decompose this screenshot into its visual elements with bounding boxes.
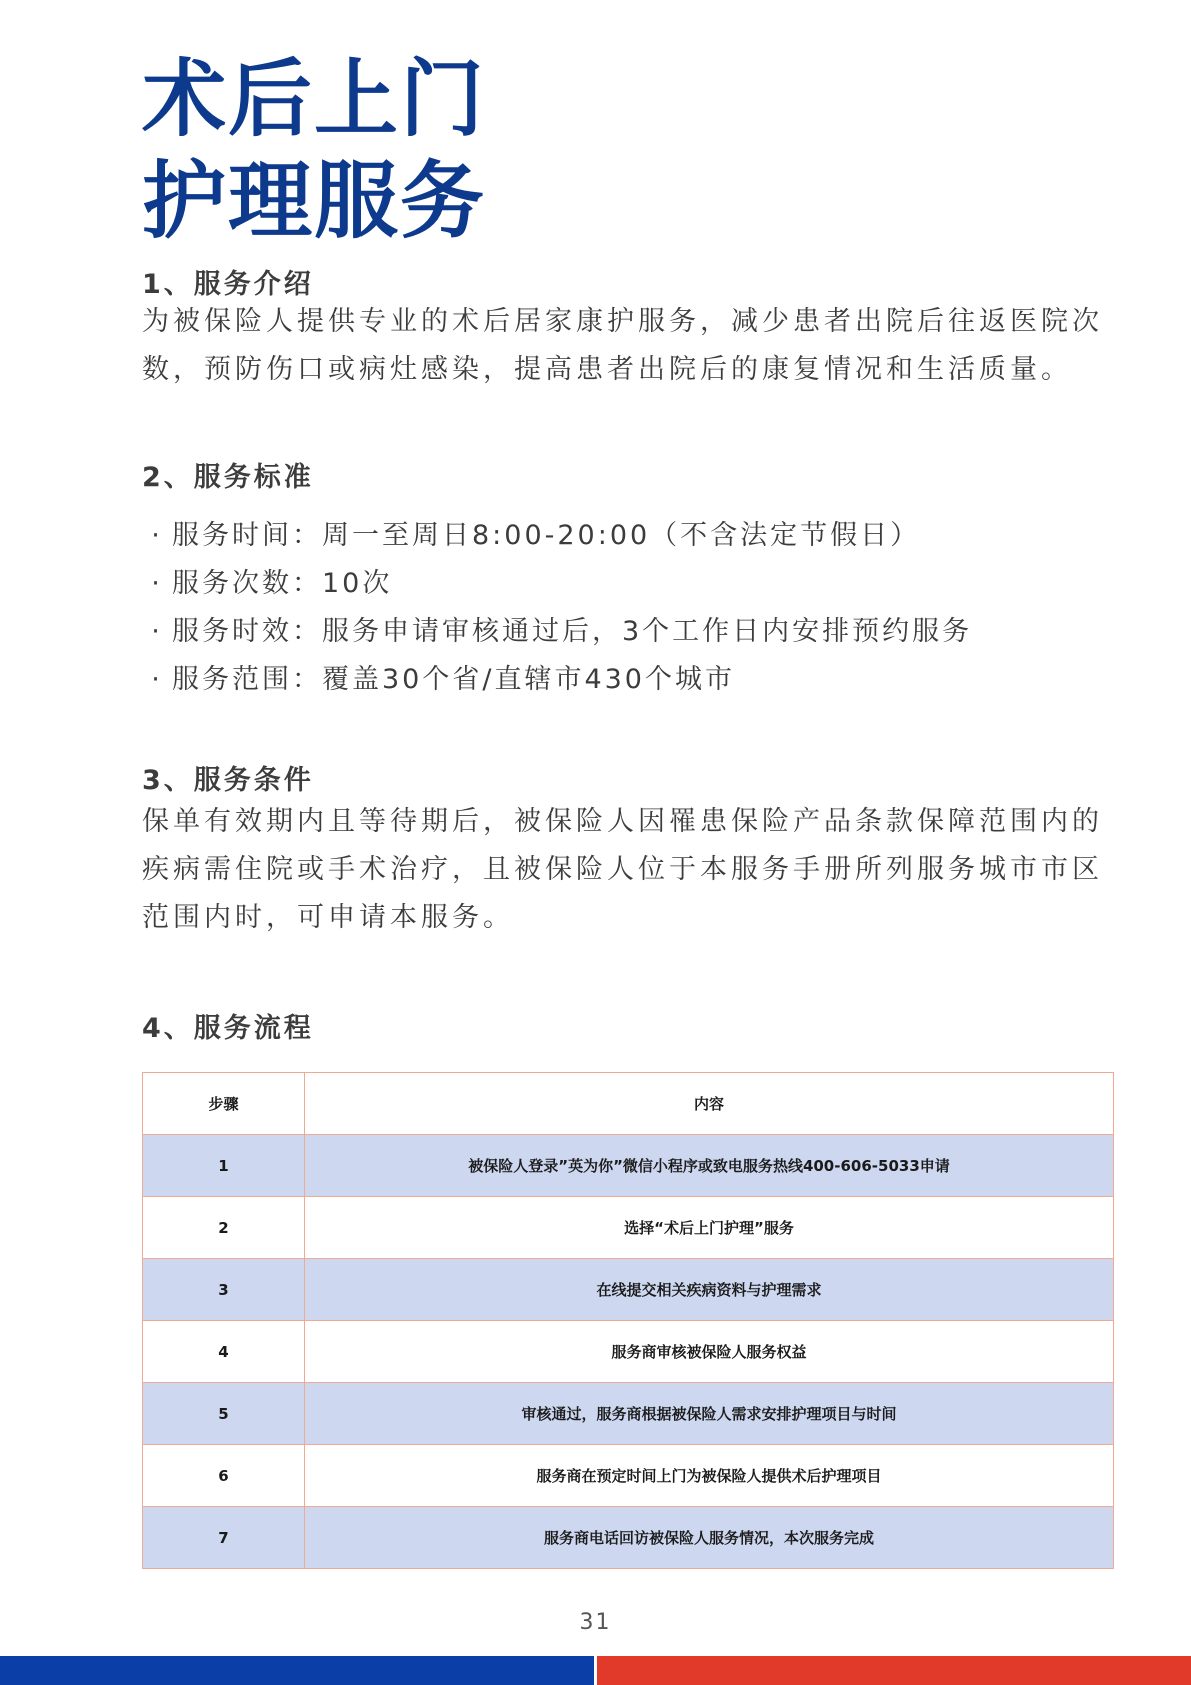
bullet-mark: · [151,568,163,599]
standard-text: 服务次数：10次 [172,568,393,599]
standard-text: 服务范围：覆盖30个省/直辖市430个城市 [172,664,735,695]
standard-text: 服务时间：周一至周日8:00-20:00（不含法定节假日） [172,520,921,551]
section-heading-intro: 1、服务介绍 [142,269,314,300]
content-cell: 选择“术后上门护理”服务 [305,1197,1114,1259]
content-cell: 审核通过，服务商根据被保险人需求安排护理项目与时间 [305,1383,1114,1445]
page-number: 31 [579,1610,612,1635]
table-row [143,1197,1114,1259]
section-heading-standards: 2、服务标准 [142,462,314,493]
table-row [143,1135,1114,1197]
content-cell: 服务商电话回访被保险人服务情况，本次服务完成 [305,1507,1114,1569]
content-cell: 服务商在预定时间上门为被保险人提供术后护理项目 [305,1445,1114,1507]
bullet-mark: · [151,664,163,695]
step-cell: 3 [143,1259,305,1321]
section-heading-flow: 4、服务流程 [142,1013,314,1044]
column-header-step: 步骤 [143,1073,305,1135]
step-cell: 2 [143,1197,305,1259]
step-cell: 7 [143,1507,305,1569]
footer-bar-blue [0,1656,594,1685]
column-header-content: 内容 [305,1073,1114,1135]
table-header-row [143,1073,1114,1135]
page-title-line-2: 护理服务 [142,152,487,250]
list-item [142,560,972,608]
section-heading-conditions: 3、服务条件 [142,765,314,796]
table-row [143,1445,1114,1507]
footer-bar-red [597,1656,1191,1685]
content-cell: 在线提交相关疾病资料与护理需求 [305,1259,1114,1321]
table-row [143,1383,1114,1445]
standard-text: 服务时效：服务申请审核通过后，3个工作日内安排预约服务 [172,616,973,647]
table-row [143,1507,1114,1569]
service-flow-table [142,1072,1114,1569]
conditions-paragraph: 保单有效期内且等待期后，被保险人因罹患保险产品条款保障范围内的疾病需住院或手术治疗，且被保险人位于本服务手册所列服务城市市区范围内时，可申请本服务。 [142,806,1103,933]
step-cell: 1 [143,1135,305,1197]
page-title [142,48,486,252]
intro-paragraph: 为被保险人提供专业的术后居家康护服务，减少患者出院后往返医院次数，预防伤口或病灶感染，提高患者出院后的康复情况和生活质量。 [142,306,1103,385]
content-cell: 服务商审核被保险人服务权益 [305,1321,1114,1383]
list-item [142,608,972,656]
bullet-mark: · [151,616,163,647]
list-item [142,656,972,704]
page-title-line-1: 术后上门 [142,50,487,148]
standards-list [142,512,972,704]
list-item [142,512,972,560]
step-cell: 5 [143,1383,305,1445]
step-cell: 6 [143,1445,305,1507]
content-cell: 被保险人登录”英为你”微信小程序或致电服务热线400-606-5033申请 [305,1135,1114,1197]
step-cell: 4 [143,1321,305,1383]
table-row [143,1321,1114,1383]
table-row [143,1259,1114,1321]
bullet-mark: · [151,520,163,551]
